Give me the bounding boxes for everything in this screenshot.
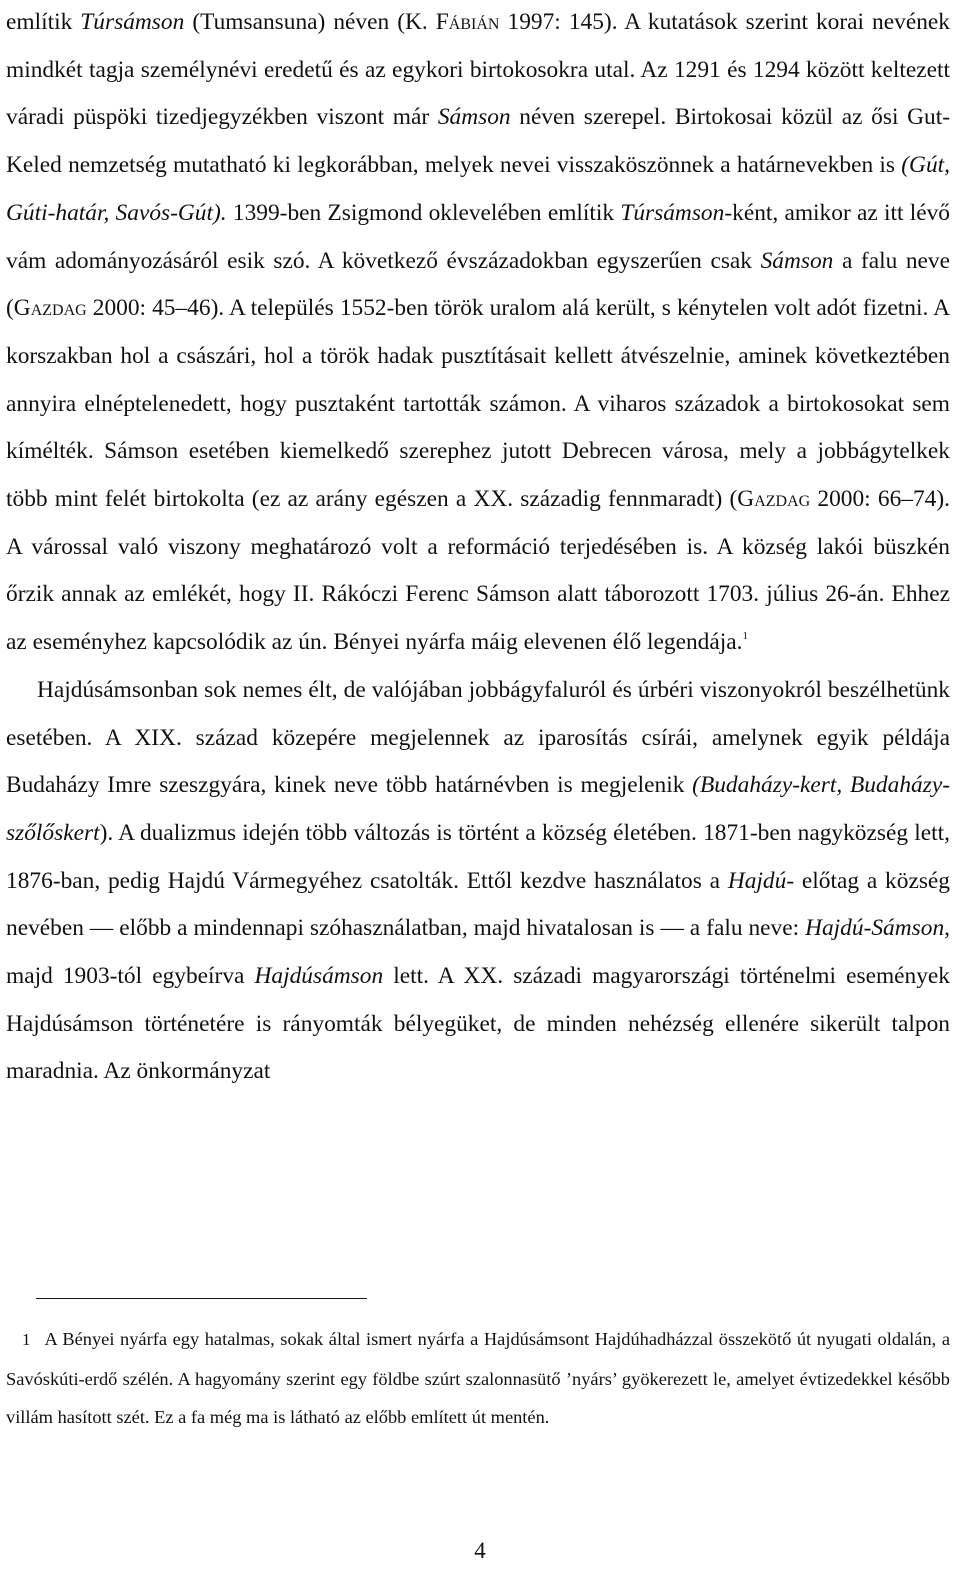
text-run: -ként, amikor az itt lévő vám adományozásáról esik szó. A következő évszázadokban egyszerűen csak [6,199,950,274]
text-run: , majd 1903-tól egybeírva [6,915,950,990]
text-run: néven szerepel. Birtokosai közül az ősi Gut-Keled nemzetség mutatható ki legkorábban, melyek nevei visszaköszönnek a határnevekben is [6,104,951,179]
text-run: ). A dualizmus idején több változás is történt a község életében. 1871-ben nagyközség lett, 1876-ban, pedig Hajdú Vármegyéhez csatolták. Ettől kezdve használatos a [6,819,950,894]
footnote-reference: 1 [742,630,748,643]
text-run: (Budaházy-kert, Budaházy-szőlőskert [6,772,950,846]
paragraph-2 [6,667,950,1096]
text-run: Hajdú-Sámson [805,915,945,942]
text-run: (Gút, Gúti-határ, Savós-Gút). [6,152,950,226]
text-run: Hajdú- [727,867,795,894]
text-run: Sámson [437,104,511,131]
footnote [6,1320,950,1437]
text-run: lett. A XX. századi magyarországi történelmi események Hajdúsámson történetére is rányomták bélyegüket, de minden nehézség ellenére sikerült talpon maradnia. Az önkormányzat [6,963,950,1085]
text-run: 1997: 145). A kutatások szerint korai nevének mindkét tagja személynévi eredetű és az egykori birtokosokra utal. Az 1291 és 1294 között keltezett váradi püspöki tizedjegyzékben viszont már [6,9,950,131]
text-run: Gazdag [737,486,811,513]
body-text [6,0,950,1096]
text-run: (Tumsansuna) néven (K. [184,9,436,35]
text-run: Hajdúsámson [254,963,384,990]
text-run: 2000: 45–46). A település 1552-ben török uralom alá került, s kénytelen volt adót fizetni. A korszakban hol a császári, hol a török hadak pusztításait kellett átvészelnie, aminek következtében annyira elnéptelenedett, hogy pusztaként tartották számon. A viharos századok a birtokosokat sem kímélték. Sámson esetében kiemelkedő szerephez jutott Debrecen városa, mely a jobbágytelkek több mint felét birtokolta (ez az arány egészen a XX. századig fennmaradt) ( [6,295,950,513]
text-run: Hajdúsámsonban sok nemes élt, de valójában jobbágyfaluról és úrbéri viszonyokról beszélhetünk esetében. A XIX. század közepére megjelennek az iparosítás csírái, amelynek egyik példája Budaházy Imre szeszgyára, kinek neve több határnévben is megjelenik [6,676,950,799]
text-run: a falu neve ( [6,247,951,322]
paragraph-1 [6,0,950,667]
text-run: előtag a község nevében — előbb a mindennapi szóhasználatban, majd hivatalosan is — a falu neve: [6,867,951,942]
footnote-text: A Bényei nyárfa egy hatalmas, sokak által ismert nyárfa a Hajdúsámsont Hajdúhadházzal összekötő út nyugati oldalán, a Savóskúti-erdő szélén. A hagyomány szerint egy földbe szúrt szalonnasütő ’nyárs’ gyökerezett le, amelyet évtizedekkel később villám hasított szét. Ez a fa még ma is látható az előbb említett út mentén. [6,1329,950,1427]
text-run: Gazdag [13,295,87,322]
text-run: Túrsámson [80,9,185,35]
footnote-mark: 1 [22,1330,31,1349]
page-number: 4 [474,1538,486,1563]
text-run: Túrsámson [620,199,725,226]
text-run: 2000: 66–74). A várossal való viszony meghatározó volt a reformáció terjedésében is. A község lakói büszkén őrzik annak az emlékét, hogy II. Rákóczi Ferenc Sámson alatt táborozott 1703. július 26-án. Ehhez az eseményhez kapcsolódik az ún. Bényei nyárfa máig elevenen élő legendája. [6,486,950,656]
text-run: 1399-ben Zsigmond oklevelében említik [226,199,621,226]
footnote-separator [36,1298,367,1299]
text-run: említik [6,9,81,35]
text-run: Sámson [760,247,834,274]
text-run: Fábián [435,9,500,35]
